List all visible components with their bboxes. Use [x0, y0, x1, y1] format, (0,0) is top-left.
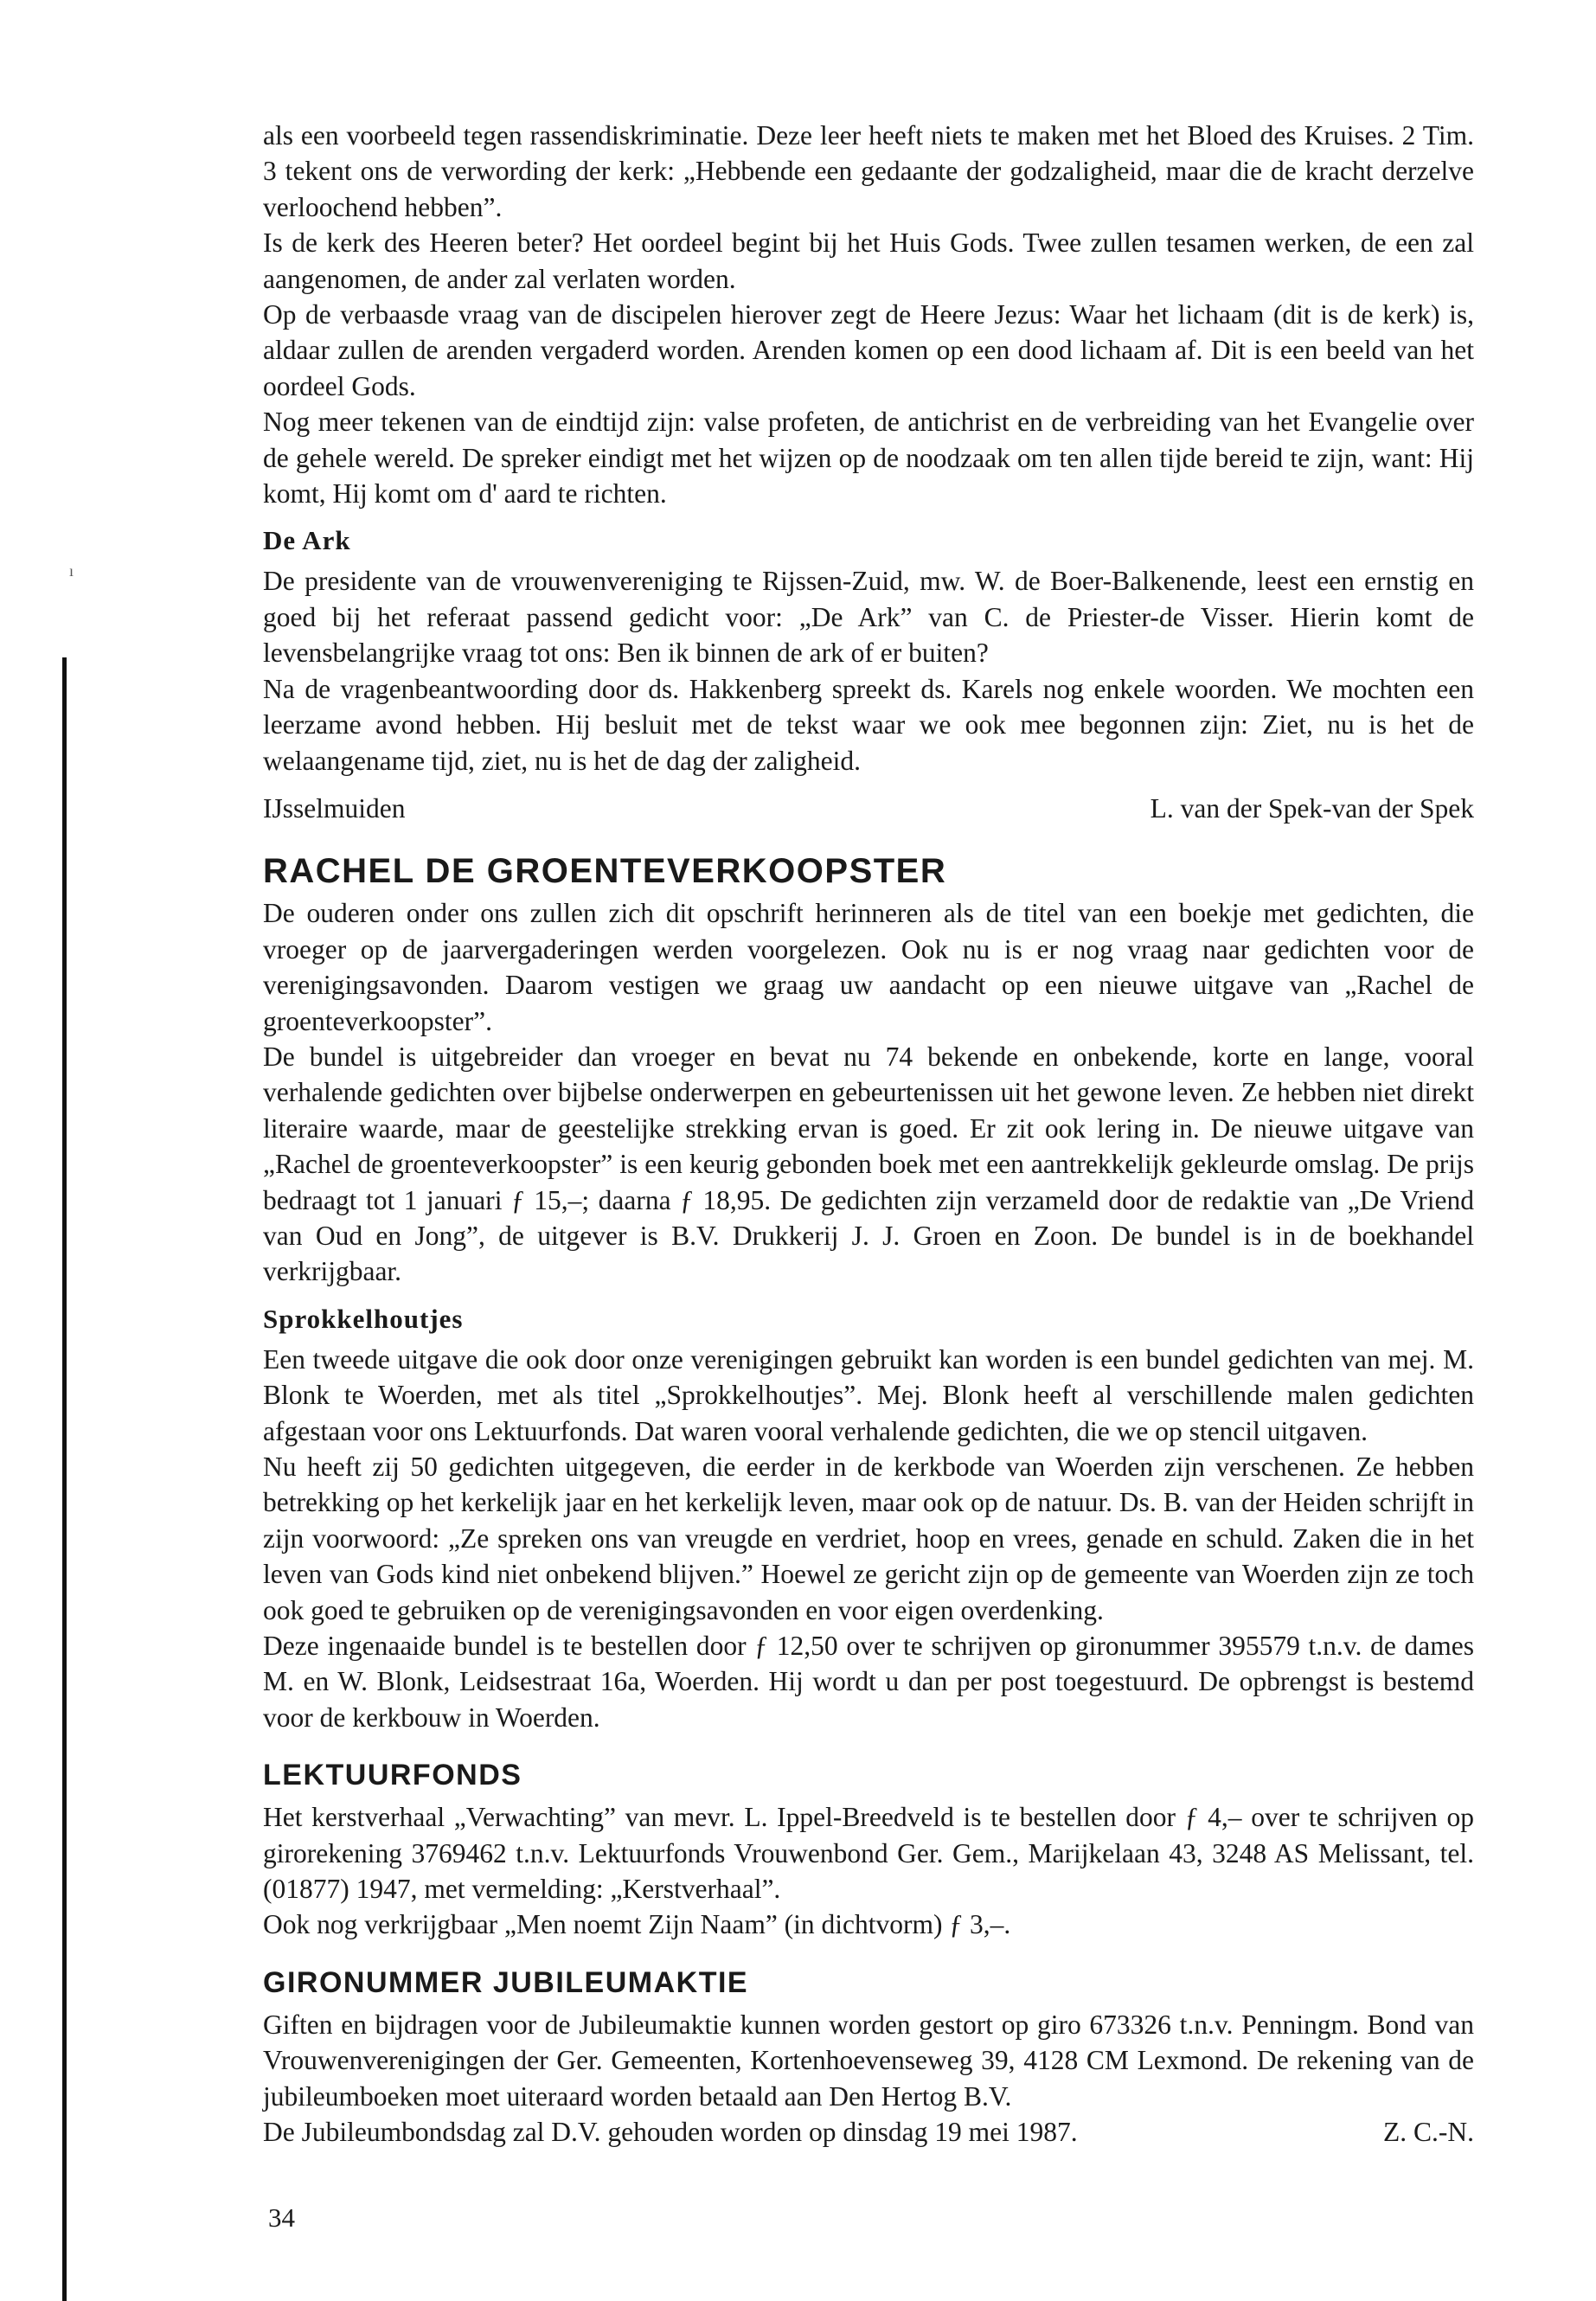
paragraph: De presidente van de vrouwenvereniging te Rijssen-Zuid, mw. W. de Boer-Balkenende, leest een ernstig en goed bij het referaat passend gedicht voor: „De Ark” van C. de Priester-de Visser. Hierin komt de levensbelangrijke vraag tot ons: Ben ik binnen de ark of er buiten?	[263, 566, 1474, 669]
paragraph: Het kerstverhaal „Verwachting” van mevr. L. Ippel-Breedveld is te bestellen door ƒ 4,– over te schrijven op girorekening 3769462 t.n.v. Lektuurfonds Vrouwenbond Ger. Gem., Marijkelaan 43, 3248 AS Melissant, tel. (01877) 1947, met vermelding: „Kerstverhaal”.	[263, 1802, 1474, 1905]
closing-line: De Jubileumbondsdag zal D.V. gehouden worden op dinsdag 19 mei 1987.	[263, 2117, 1078, 2148]
section-heading: De Ark	[263, 525, 351, 556]
paragraph: Giften en bijdragen voor de Jubileumaktie kunnen worden gestort op giro 673326 t.n.v. Penningm. Bond van Vrouwenverenigingen der Ger. Gemeenten, Kortenhoevenseweg 39, 4128 CM Lexmond. De rekening van de jubileumboeken moet uiteraard worden betaald aan Den Hertog B.V.	[263, 2009, 1474, 2112]
section-gironummer	[263, 1962, 1474, 2150]
scan-edge-line	[62, 657, 67, 2301]
section-heading: LEKTUURFONDS	[263, 1759, 522, 1792]
section-sprokkelhoutjes	[263, 1302, 1474, 1735]
paragraph: Op de verbaasde vraag van de discipelen hierover zegt de Heere Jezus: Waar het lichaam (dit is de kerk) is, aldaar zullen de arenden vergaderd worden. Arenden komen op een dood lichaam af. Dit is een beeld van het oordeel Gods.	[263, 299, 1474, 401]
margin-mark: ı	[69, 562, 74, 580]
section-lektuurfonds	[263, 1754, 1474, 1943]
paragraph: Na de vragenbeantwoording door ds. Hakkenberg spreekt ds. Karels nog enkele woorden. We mochten een leerzame avond hebben. Hij besluit met de tekst waar we ook mee begonnen zijn: Ziet, nu is het de welaangename tijd, ziet, nu is het de dag der zaligheid.	[263, 673, 1474, 776]
section-heading: Sprokkelhoutjes	[263, 1303, 464, 1334]
signature-row	[263, 791, 1474, 826]
signature-author: L. van der Spek-van der Spek	[1150, 792, 1474, 824]
section-heading: RACHEL DE GROENTEVERKOOPSTER	[263, 852, 947, 891]
paragraph: Deze ingenaaide bundel is te bestellen door ƒ 12,50 over te schrijven op gironummer 395579 t.n.v. de dames M. en W. Blonk, Leidsestraat 16a, Woerden. Hij wordt u dan per post toegestuurd. De opbrengst is bestemd voor de kerkbouw in Woerden.	[263, 1631, 1474, 1733]
section-rachel	[263, 850, 1474, 1289]
paragraph: De bundel is uitgebreider dan vroeger en bevat nu 74 bekende en onbekende, korte en lange, vooral verhalende gedichten over bijbelse onderwerpen en gebeurtenissen uit het gewone leven. Ze hebben niet direkt literaire waarde, maar de geestelijke strekking ervan is goed. Er zit ook lering in. De nieuwe uitgave van „Rachel de groenteverkoopster” is een keurig gebonden boek met een aantrekkelijk gekleurde omslag. De prijs bedraagt tot 1 januari ƒ 15,–; daarna ƒ 18,95. De gedichten zijn verzameld door de redaktie van „De Vriend van Oud en Jong”, de uitgever is B.V. Drukkerij J. J. Groen en Zoon. De bundel is in de boekhandel verkrijgbaar.	[263, 1041, 1474, 1287]
page-number: 34	[268, 2202, 295, 2233]
paragraph: als een voorbeeld tegen rassendiskriminatie. Deze leer heeft niets te maken met het Bloed des Kruises. 2 Tim. 3 tekent ons de verwording der kerk: „Hebbende een gedaante der godzaligheid, maar die de kracht derzelve verloochend hebben”.	[263, 120, 1474, 222]
section-sermon-continued	[263, 118, 1474, 511]
paragraph: De ouderen onder ons zullen zich dit opschrift herinneren als de titel van een boekje met gedichten, die vroeger op de jaarvergaderingen werden voorgelezen. Ook nu is er nog vraag naar gedichten voor de verenigingsavonden. Daarom vestigen we graag uw aandacht op een nieuwe uitgave van „Rachel de groenteverkoopster”.	[263, 898, 1474, 1036]
section-heading: GIRONUMMER JUBILEUMAKTIE	[263, 1965, 749, 1999]
signature-place: IJsselmuiden	[263, 792, 406, 824]
paragraph: Nog meer tekenen van de eindtijd zijn: valse profeten, de antichrist en de verbreiding van het Evangelie over de gehele wereld. De spreker eindigt met het wijzen op de noodzaak om ten allen tijde bereid te zijn, want: Hij komt, Hij komt om d' aard te richten.	[263, 407, 1474, 510]
paragraph: Een tweede uitgave die ook door onze verenigingen gebruikt kan worden is een bundel gedichten van mej. M. Blonk te Woerden, met als titel „Sprokkelhoutjes”. Mej. Blonk heeft al verschillende malen gedichten afgestaan voor ons Lektuurfonds. Dat waren vooral verhalende gedichten, die we op stencil uitgaven.	[263, 1343, 1474, 1446]
paragraph: Ook nog verkrijgbaar „Men noemt Zijn Naam” (in dichtvorm) ƒ 3,–.	[263, 1909, 1011, 1940]
document-page	[263, 118, 1474, 2150]
closing-row	[263, 2114, 1474, 2150]
paragraph: Nu heeft zij 50 gedichten uitgegeven, die eerder in de kerkbode van Woerden zijn verschenen. Ze hebben betrekking op het kerkelijk jaar en het kerkelijk leven, maar ook op de natuur. Ds. B. van der Heiden schrijft in zijn voorwoord: „Ze spreken ons van vreugde en verdriet, hoop en vrees, genade en schuld. Zaken die in het leven van Gods kind niet onbekend blijven.” Hoewel ze gericht zijn op de gemeente van Woerden zijn ze toch ook goed te gebruiken op de verenigingsavonden en voor eigen overdenking.	[263, 1452, 1474, 1625]
signature-initials: Z. C.-N.	[1383, 2117, 1474, 2148]
section-de-ark	[263, 523, 1474, 826]
paragraph: Is de kerk des Heeren beter? Het oordeel begint bij het Huis Gods. Twee zullen tesamen werken, de een zal aangenomen, de ander zal verlaten worden.	[263, 228, 1474, 294]
